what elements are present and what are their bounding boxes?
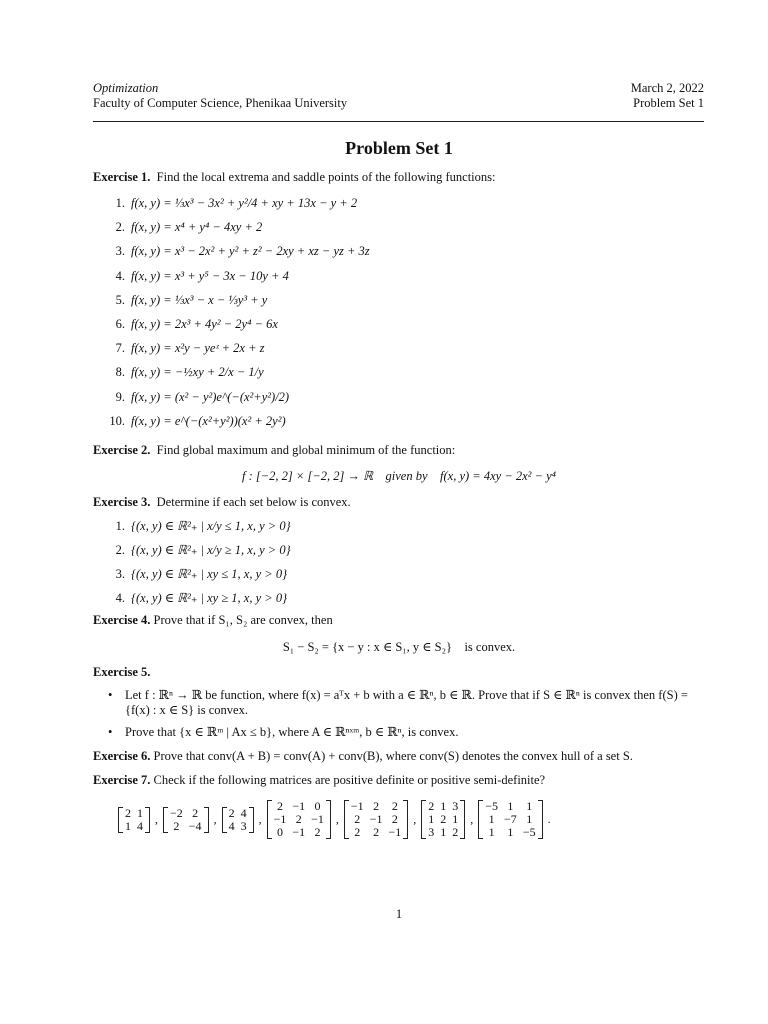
- exercise-1-item: [93, 414, 286, 429]
- exercise-1-item-text: f(x, y) = x³ + y⁵ − 3x − 10y + 4: [131, 268, 289, 283]
- exercise-2-label: Exercise 2.: [93, 443, 151, 457]
- matrix-cell: −2: [170, 805, 183, 820]
- matrix-separator: ,: [213, 812, 217, 826]
- matrix-cell: −1: [311, 812, 324, 826]
- item-number: 9.: [115, 389, 125, 404]
- matrix-cell: −5: [522, 825, 536, 839]
- matrix-separator: ,: [155, 812, 158, 826]
- matrix-cell: −5: [485, 799, 499, 813]
- matrix-cell: 1: [440, 799, 447, 813]
- matrix-cell: 1: [488, 825, 495, 839]
- item-number: 5.: [115, 292, 125, 307]
- matrix-cell: 1: [452, 812, 459, 826]
- exercise-4-label: Exercise 4.: [93, 613, 151, 627]
- matrix-separator: ,: [470, 812, 474, 826]
- item-number: 1.: [115, 196, 125, 210]
- header-rule: [93, 121, 704, 122]
- exercise-1-item: [93, 293, 267, 308]
- exercise-1-label: Exercise 1.: [93, 170, 151, 184]
- exercise-1-item: [93, 244, 370, 259]
- exercise-1-item: [93, 196, 357, 211]
- page-number: 1: [395, 907, 403, 921]
- item-number: 2.: [115, 220, 125, 235]
- exercise-3-item: [93, 566, 287, 582]
- exercise-1-text: Find the local extrema and saddle points of the following functions:: [156, 170, 496, 184]
- exercise-2-heading: [93, 443, 708, 458]
- exercise-3-item-text: {(x, y) ∈ ℝ²₊ | xy ≤ 1, x, y > 0}: [131, 567, 288, 581]
- matrix-cell: 3: [240, 818, 247, 833]
- exercise-1-item: [93, 365, 264, 380]
- exercise-6-label: Exercise 6.: [93, 749, 151, 763]
- matrix-cell: −1: [388, 825, 402, 839]
- exercise-1-heading: [93, 170, 708, 185]
- item-number: 4.: [115, 268, 125, 283]
- item-number: 7.: [115, 341, 125, 356]
- matrix-cell: 2: [354, 812, 361, 826]
- exercise-6-heading: [93, 749, 708, 764]
- exercise-5-label: Exercise 5.: [93, 665, 151, 679]
- matrix-cell: 2: [173, 818, 180, 833]
- exercise-3-item: [93, 590, 287, 606]
- matrix-separator: ,: [335, 812, 339, 826]
- matrix-separator: ,: [258, 812, 262, 826]
- bullet-dot: •: [108, 688, 113, 702]
- matrix: [267, 800, 331, 839]
- header-set: Problem Set 1: [633, 96, 704, 110]
- exercise-4-heading: [93, 613, 708, 628]
- matrix-separator: ,: [413, 812, 417, 826]
- bullet-dot: •: [108, 725, 113, 739]
- matrix-cell: 2: [373, 825, 380, 839]
- exercise-1-item: [93, 341, 265, 356]
- matrix-cell: 2: [391, 799, 398, 813]
- item-number: 1.: [115, 519, 125, 533]
- exercise-1-item-text: f(x, y) = e^(−(x²+y²))(x² + 2y²): [131, 413, 286, 428]
- page-title: Problem Set 1: [345, 138, 453, 158]
- faculty-name: Faculty of Computer Science, Phenikaa University: [93, 96, 348, 110]
- matrix-cell: 1: [440, 825, 447, 839]
- matrix-cell: 1: [507, 825, 514, 839]
- exercise-7-label: Exercise 7.: [93, 773, 151, 787]
- header-left: [93, 81, 347, 111]
- exercise-3-item-text: {(x, y) ∈ ℝ²₊ | x/y ≥ 1, x, y > 0}: [131, 543, 291, 557]
- exercise-4-formula: S₁ − S₂ = {x − y : x ∈ S₁, y ∈ S₂} is convex.: [282, 640, 516, 654]
- exercise-1-item: [93, 390, 289, 405]
- matrix-cell: 2: [440, 812, 447, 826]
- matrix-cell: 2: [452, 825, 459, 839]
- item-number: 8.: [115, 365, 125, 380]
- matrix-cell: 0: [314, 799, 321, 813]
- matrix-cell: −1: [369, 812, 383, 826]
- matrix-cell: 1: [507, 799, 514, 813]
- exercise-1-item-text: f(x, y) = 2x³ + 4y² − 2y⁴ − 6x: [131, 317, 278, 331]
- matrix: [118, 807, 150, 833]
- item-number: 3.: [115, 244, 125, 259]
- item-number: 10.: [109, 413, 125, 428]
- exercise-3-item: [93, 518, 291, 534]
- exercise-2-text: Find global maximum and global minimum of the function:: [156, 443, 456, 457]
- exercise-3-text: Determine if each set below is convex.: [156, 495, 351, 509]
- exercise-6-text: Prove that conv(A + B) = conv(A) + conv(B), where conv(S) denotes the convex hull of a set S.: [153, 749, 633, 763]
- matrix-cell: 1: [428, 812, 435, 826]
- exercise-1-item-text: f(x, y) = x²y − yeᶻ + 2x + z: [131, 341, 265, 356]
- matrix-cell: 2: [228, 805, 235, 820]
- matrix-cell: −7: [504, 812, 517, 826]
- exercise-7-matrices: [118, 800, 556, 846]
- exercise-1-item: [93, 269, 289, 284]
- matrix: [163, 807, 209, 833]
- item-number: 2.: [115, 543, 125, 557]
- matrix-cell: 2: [276, 799, 283, 813]
- matrix-cell: 2: [354, 825, 361, 839]
- matrix-cell: −1: [292, 799, 306, 813]
- exercise-1-item: [93, 317, 278, 332]
- exercise-1-item-text: f(x, y) = ⅓x³ − 3x² + y²/4 + xy + 13x − y + 2: [131, 196, 358, 210]
- exercise-1-item-text: f(x, y) = (x² − y²)e^(−(x²+y²)/2): [131, 389, 290, 404]
- matrix-cell: 4: [228, 818, 235, 833]
- exercise-1-item-text: f(x, y) = x³ − 2x² + y² + z² − 2xy + xz − yz + 3z: [131, 244, 370, 259]
- item-number: 4.: [115, 591, 125, 605]
- matrix-cell: 2: [295, 812, 302, 826]
- matrix-cell: 1: [125, 818, 131, 833]
- course-name: Optimization: [93, 81, 159, 95]
- exercise-3-label: Exercise 3.: [93, 495, 151, 509]
- matrix-cell: 0: [276, 825, 283, 839]
- exercise-3-heading: [93, 495, 708, 510]
- exercise-1-item-text: f(x, y) = ⅓x³ − x − ⅓y³ + y: [131, 292, 268, 307]
- header-date: March 2, 2022: [630, 81, 704, 95]
- exercise-3-item-text: {(x, y) ∈ ℝ²₊ | x/y ≤ 1, x, y > 0}: [131, 519, 291, 533]
- matrix-cell: 1: [526, 799, 533, 813]
- matrix-cell: −4: [188, 818, 202, 833]
- exercise-5-heading: [93, 665, 708, 680]
- exercise-1-item: [93, 220, 262, 235]
- matrix-separator: .: [547, 812, 551, 826]
- exercise-1-item-text: f(x, y) = x⁴ + y⁴ − 4xy + 2: [131, 220, 263, 235]
- matrix-cell: 4: [240, 805, 247, 820]
- item-number: 6.: [115, 317, 125, 331]
- exercise-5-bullet-1: [110, 688, 710, 720]
- matrix-cell: 3: [428, 825, 435, 839]
- exercise-5-bullet-1-text: Let f : ℝⁿ → ℝ be function, where f(x) = aᵀx + b with a ∈ ℝⁿ, b ∈ ℝ. Prove that if S ∈ ℝⁿ is convex then f(S) = {f(x) : x ∈ S} is convex.: [125, 688, 688, 717]
- matrix: [222, 807, 254, 833]
- item-number: 3.: [115, 567, 125, 581]
- matrix-cell: 2: [192, 805, 199, 820]
- matrix-cell: −1: [350, 799, 364, 813]
- exercise-2-formula: f : [−2, 2] × [−2, 2] → ℝ given by f(x, y) = 4xy − 2x² − y⁴: [241, 469, 557, 483]
- matrix: [344, 800, 408, 839]
- exercise-3-item: [93, 542, 291, 558]
- matrix-cell: −1: [292, 825, 306, 839]
- matrix-cell: 2: [428, 799, 435, 813]
- matrix-cell: 3: [452, 799, 459, 813]
- matrix-cell: 1: [137, 805, 143, 820]
- exercise-3-item-text: {(x, y) ∈ ℝ²₊ | xy ≥ 1, x, y > 0}: [131, 591, 288, 605]
- matrix-cell: 2: [391, 812, 398, 826]
- matrix-cell: 1: [488, 812, 495, 826]
- matrix-cell: 1: [526, 812, 533, 826]
- matrix-cell: 2: [125, 805, 131, 820]
- exercise-7-text: Check if the following matrices are positive definite or positive semi-definite?: [153, 773, 546, 787]
- header-right: [631, 81, 704, 111]
- exercise-1-item-text: f(x, y) = −½xy + 2/x − 1/y: [131, 365, 264, 380]
- matrix-cell: 2: [373, 799, 380, 813]
- matrix: [421, 800, 465, 839]
- matrix-cell: 2: [314, 825, 321, 839]
- matrix: [478, 800, 542, 839]
- matrix-cell: 4: [137, 818, 143, 833]
- exercise-7-heading: [93, 773, 708, 788]
- exercise-5-bullet-2-text: Prove that {x ∈ ℝᵐ | Ax ≤ b}, where A ∈ ℝⁿˣᵐ, b ∈ ℝⁿ, is convex.: [125, 725, 459, 739]
- matrix-cell: −1: [273, 812, 287, 826]
- exercise-4-text: Prove that if S₁, S₂ are convex, then: [153, 613, 333, 627]
